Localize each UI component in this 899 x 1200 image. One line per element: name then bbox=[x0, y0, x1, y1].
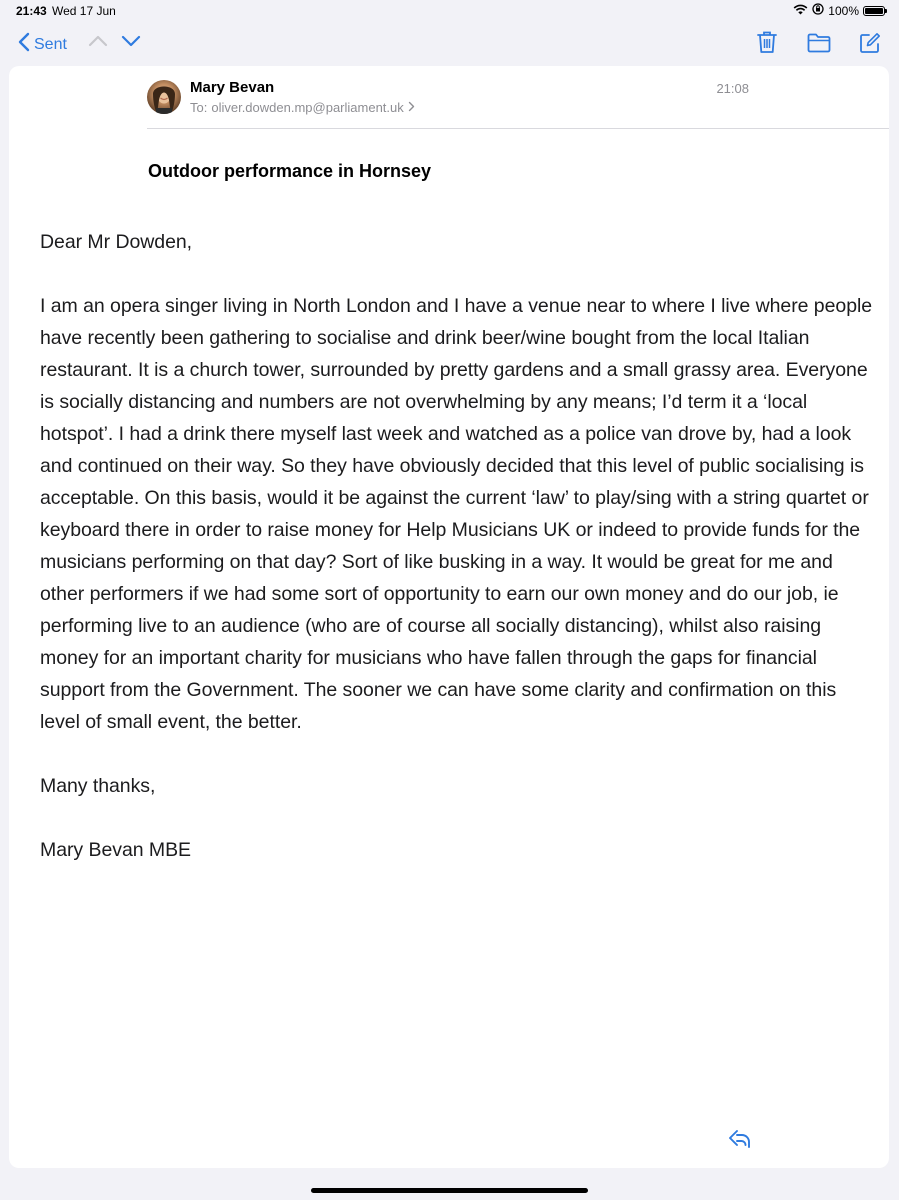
folder-icon[interactable] bbox=[807, 33, 831, 58]
message-card bbox=[9, 66, 889, 1168]
email-greeting: Dear Mr Dowden, bbox=[40, 231, 193, 253]
to-label: To: bbox=[190, 100, 208, 115]
message-header bbox=[147, 78, 889, 129]
compose-icon[interactable] bbox=[859, 32, 881, 59]
orientation-lock-icon bbox=[812, 3, 824, 18]
chevron-right-icon[interactable] bbox=[408, 100, 415, 115]
sender-name[interactable]: Mary Bevan bbox=[190, 79, 275, 96]
wifi-icon bbox=[793, 4, 808, 18]
reply-icon[interactable] bbox=[728, 1129, 752, 1154]
back-button[interactable] bbox=[18, 32, 67, 57]
recipient-address[interactable]: oliver.dowden.mp@parliament.uk bbox=[211, 100, 404, 115]
status-indicators bbox=[793, 3, 885, 18]
battery-percent: 100% bbox=[828, 3, 859, 18]
email-body-paragraph: I am an opera singer living in North London and I have a venue near to where I live where people have recently been gathering to socialise and drink beer/wine bought from the local Italian restaurant. It is a church tower, surrounded by pretty gardens and a small grassy area. Everyone is socially distancing and numbers are not overwhelming by any means; I’d term it a ‘local hotspot’. I had a drink there myself last week and watched as a police van drove by, had a look and continued on their way. So they have obviously decided that this level of public socialising is acceptable. On this basis, would it be against the current ‘law’ to play/sing with a string quartet or keyboard there in order to raise money for Help Musicians UK or indeed to provide funds for the musicians performing on that day? Sort of like busking in a way. It would be great for me and other performers if we had some sort of opportunity to earn our own money and do our job, ie performing live to an audience (who are of course all socially distancing), whilst also raising money for an important charity for musicians who have fallen through the gaps for financial support from the Government. The sooner we can have some clarity and confirmation on this level of small event, the better. bbox=[40, 295, 873, 733]
back-button-label: Sent bbox=[34, 35, 67, 53]
email-closing: Many thanks, bbox=[40, 775, 156, 797]
chevron-up-icon[interactable] bbox=[88, 34, 108, 52]
email-body bbox=[40, 226, 880, 898]
recipient-line bbox=[190, 100, 415, 115]
status-bar bbox=[0, 0, 899, 22]
chevron-left-icon bbox=[18, 32, 34, 57]
status-time: 21:43 bbox=[16, 4, 47, 18]
trash-icon[interactable] bbox=[757, 30, 777, 59]
home-indicator[interactable] bbox=[311, 1188, 588, 1193]
avatar[interactable] bbox=[147, 80, 181, 114]
received-time: 21:08 bbox=[716, 81, 749, 96]
mail-toolbar bbox=[0, 22, 899, 66]
status-date: Wed 17 Jun bbox=[52, 4, 116, 18]
email-subject: Outdoor performance in Hornsey bbox=[148, 161, 432, 181]
chevron-down-icon[interactable] bbox=[121, 34, 141, 52]
email-signature: Mary Bevan MBE bbox=[40, 839, 192, 861]
battery-icon bbox=[863, 6, 885, 16]
